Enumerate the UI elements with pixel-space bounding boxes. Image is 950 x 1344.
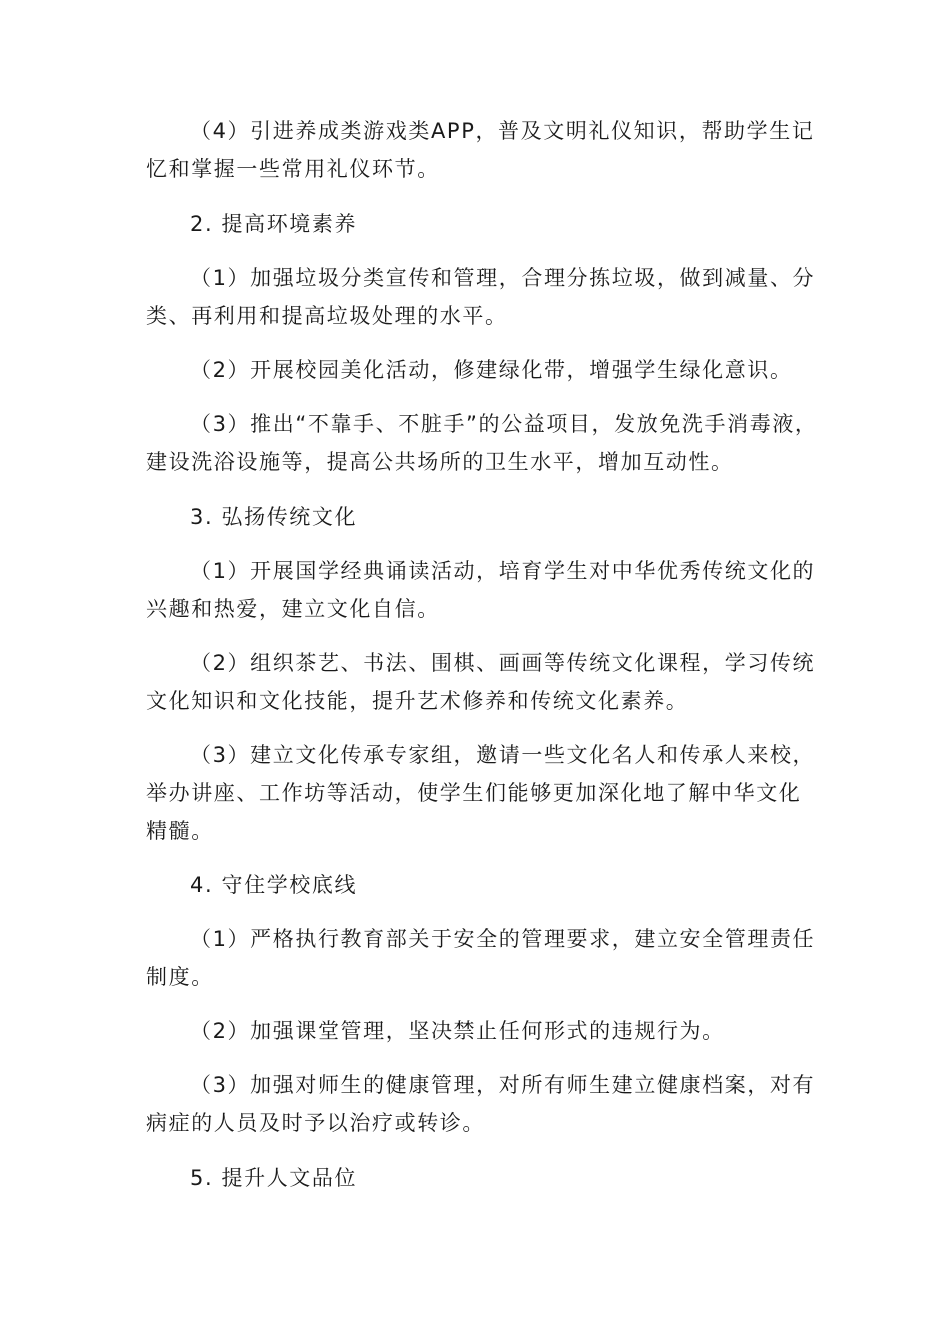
paragraph-line: 文化知识和文化技能，提升艺术修养和传统文化素养。 (146, 689, 689, 713)
paragraph-line: 忆和掌握一些常用礼仪环节。 (146, 157, 440, 181)
paragraph-line: （4）引进养成类游戏类APP，普及文明礼仪知识，帮助学生记 (190, 119, 815, 143)
paragraph-line: 举办讲座、工作坊等活动，使学生们能够更加深化地了解中华文化 (146, 781, 802, 805)
section-heading: 2. 提高环境素养 (190, 212, 358, 236)
paragraph-line: （3）推出“不靠手、不脏手”的公益项目，发放免洗手消毒液， (190, 412, 818, 436)
paragraph-line: 建设洗浴设施等，提高公共场所的卫生水平，增加互动性。 (146, 450, 734, 474)
paragraph-line: （1）开展国学经典诵读活动，培育学生对中华优秀传统文化的 (190, 559, 816, 583)
paragraph-line: （2）开展校园美化活动，修建绿化带，增强学生绿化意识。 (190, 358, 793, 382)
paragraph-line: （1）加强垃圾分类宣传和管理，合理分拣垃圾，做到减量、分 (190, 266, 816, 290)
paragraph-line: （2）加强课堂管理，坚决禁止任何形式的违规行为。 (190, 1019, 725, 1043)
section-heading: 3. 弘扬传统文化 (190, 505, 358, 529)
paragraph-line: （2）组织茶艺、书法、围棋、画画等传统文化课程，学习传统 (190, 651, 816, 675)
paragraph-line: （3）加强对师生的健康管理，对所有师生建立健康档案，对有 (190, 1073, 816, 1097)
paragraph-line: 病症的人员及时予以治疗或转诊。 (146, 1111, 485, 1135)
paragraph-line: 精髓。 (146, 819, 214, 843)
paragraph-line: 类、再利用和提高垃圾处理的水平。 (146, 304, 508, 328)
paragraph-line: 兴趣和热爱，建立文化自信。 (146, 597, 440, 621)
paragraph-line: （1）严格执行教育部关于安全的管理要求，建立安全管理责任 (190, 927, 816, 951)
paragraph-line: 制度。 (146, 965, 214, 989)
section-heading: 5. 提升人文品位 (190, 1166, 358, 1190)
paragraph-line: （3）建立文化传承专家组，邀请一些文化名人和传承人来校， (190, 743, 816, 767)
section-heading: 4. 守住学校底线 (190, 873, 358, 897)
